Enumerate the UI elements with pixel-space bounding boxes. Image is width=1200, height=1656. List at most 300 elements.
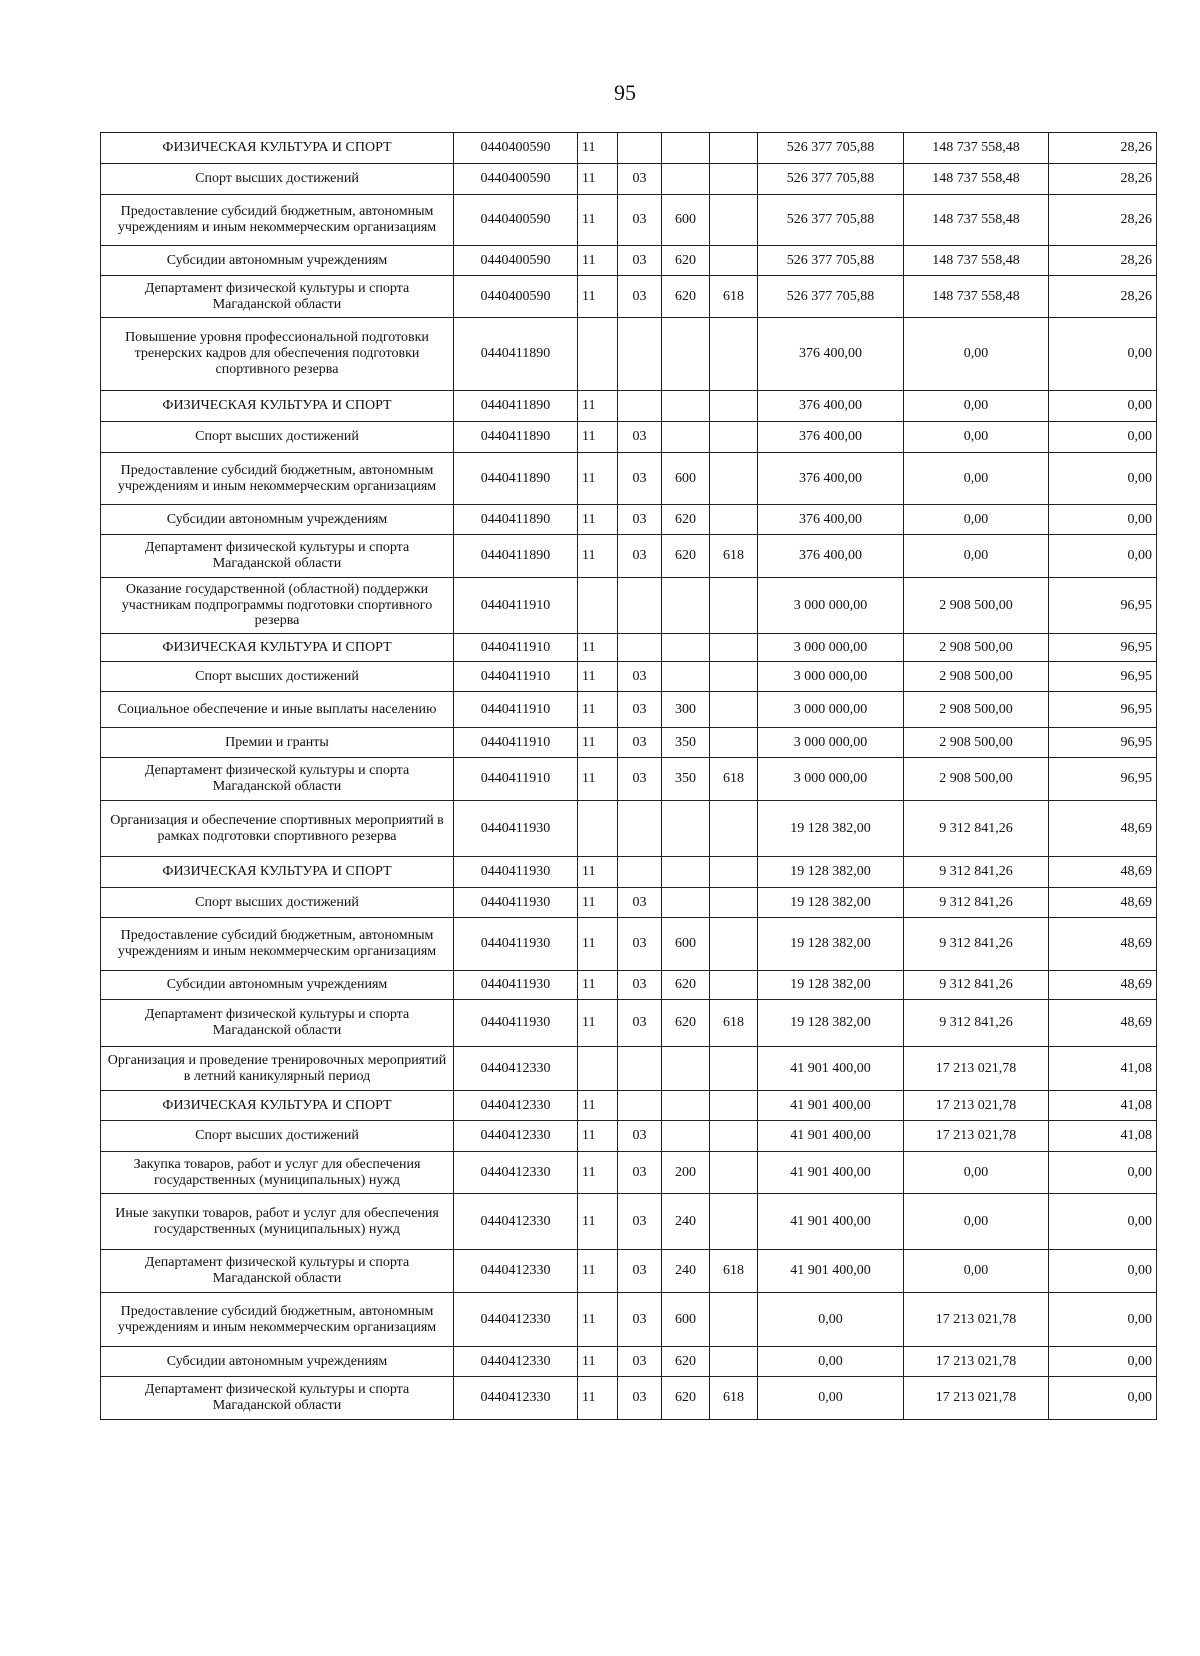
row-name: Повышение уровня профессиональной подготовки тренерских кадров для обеспечения подготовки спортивного резерва (101, 318, 454, 391)
section-code: 11 (578, 918, 618, 971)
target-article-code: 0440412330 (454, 1091, 578, 1121)
row-name: ФИЗИЧЕСКАЯ КУЛЬТУРА И СПОРТ (101, 634, 454, 662)
executed-amount: 0,00 (904, 318, 1049, 391)
section-code (578, 1047, 618, 1091)
budget-table (100, 132, 1157, 1420)
expense-type-code: 240 (662, 1194, 710, 1250)
table-row (101, 758, 1157, 801)
section-code: 11 (578, 505, 618, 535)
department-code (710, 1293, 758, 1347)
expense-type-code (662, 1091, 710, 1121)
table-row (101, 318, 1157, 391)
execution-percent: 0,00 (1049, 1194, 1157, 1250)
execution-percent: 28,26 (1049, 276, 1157, 318)
subsection-code: 03 (618, 1377, 662, 1420)
subsection-code (618, 857, 662, 888)
department-code (710, 801, 758, 857)
expense-type-code (662, 1121, 710, 1152)
executed-amount: 0,00 (904, 1194, 1049, 1250)
expense-type-code: 300 (662, 692, 710, 728)
subsection-code: 03 (618, 1250, 662, 1293)
planned-amount: 376 400,00 (758, 422, 904, 453)
table-row (101, 1347, 1157, 1377)
subsection-code: 03 (618, 453, 662, 505)
table-row (101, 453, 1157, 505)
executed-amount: 9 312 841,26 (904, 857, 1049, 888)
target-article-code: 0440412330 (454, 1121, 578, 1152)
department-code (710, 888, 758, 918)
execution-percent: 0,00 (1049, 453, 1157, 505)
subsection-code (618, 133, 662, 164)
subsection-code: 03 (618, 1121, 662, 1152)
planned-amount: 41 901 400,00 (758, 1152, 904, 1194)
execution-percent: 41,08 (1049, 1047, 1157, 1091)
department-code (710, 1121, 758, 1152)
execution-percent: 0,00 (1049, 1293, 1157, 1347)
target-article-code: 0440412330 (454, 1377, 578, 1420)
subsection-code (618, 1047, 662, 1091)
executed-amount: 2 908 500,00 (904, 692, 1049, 728)
row-name: ФИЗИЧЕСКАЯ КУЛЬТУРА И СПОРТ (101, 857, 454, 888)
subsection-code: 03 (618, 758, 662, 801)
expense-type-code (662, 888, 710, 918)
expense-type-code: 600 (662, 195, 710, 246)
row-name: Спорт высших достижений (101, 164, 454, 195)
department-code (710, 422, 758, 453)
executed-amount: 9 312 841,26 (904, 801, 1049, 857)
row-name: Социальное обеспечение и иные выплаты населению (101, 692, 454, 728)
execution-percent: 96,95 (1049, 692, 1157, 728)
executed-amount: 17 213 021,78 (904, 1293, 1049, 1347)
table-row (101, 391, 1157, 422)
subsection-code: 03 (618, 1194, 662, 1250)
planned-amount: 3 000 000,00 (758, 728, 904, 758)
subsection-code (618, 318, 662, 391)
section-code: 11 (578, 634, 618, 662)
executed-amount: 17 213 021,78 (904, 1377, 1049, 1420)
table-row (101, 1000, 1157, 1047)
row-name: Департамент физической культуры и спорта Магаданской области (101, 758, 454, 801)
department-code (710, 1347, 758, 1377)
table-row (101, 888, 1157, 918)
section-code (578, 318, 618, 391)
table-row (101, 133, 1157, 164)
subsection-code: 03 (618, 1000, 662, 1047)
planned-amount: 3 000 000,00 (758, 634, 904, 662)
department-code: 618 (710, 535, 758, 578)
planned-amount: 376 400,00 (758, 318, 904, 391)
expense-type-code (662, 857, 710, 888)
expense-type-code (662, 133, 710, 164)
planned-amount: 19 128 382,00 (758, 971, 904, 1000)
target-article-code: 0440412330 (454, 1047, 578, 1091)
department-code (710, 164, 758, 195)
target-article-code: 0440411930 (454, 888, 578, 918)
planned-amount: 526 377 705,88 (758, 276, 904, 318)
department-code (710, 578, 758, 634)
table-row (101, 1194, 1157, 1250)
department-code (710, 728, 758, 758)
table-row (101, 505, 1157, 535)
target-article-code: 0440400590 (454, 195, 578, 246)
target-article-code: 0440411890 (454, 535, 578, 578)
planned-amount: 0,00 (758, 1293, 904, 1347)
executed-amount: 17 213 021,78 (904, 1091, 1049, 1121)
section-code: 11 (578, 1152, 618, 1194)
section-code (578, 801, 618, 857)
department-code: 618 (710, 1377, 758, 1420)
execution-percent: 0,00 (1049, 1152, 1157, 1194)
section-code: 11 (578, 453, 618, 505)
expense-type-code: 350 (662, 728, 710, 758)
table-row (101, 1250, 1157, 1293)
department-code (710, 857, 758, 888)
department-code: 618 (710, 1000, 758, 1047)
executed-amount: 148 737 558,48 (904, 195, 1049, 246)
subsection-code (618, 801, 662, 857)
department-code (710, 133, 758, 164)
row-name: Спорт высших достижений (101, 888, 454, 918)
execution-percent: 48,69 (1049, 971, 1157, 1000)
target-article-code: 0440411910 (454, 758, 578, 801)
planned-amount: 41 901 400,00 (758, 1194, 904, 1250)
planned-amount: 41 901 400,00 (758, 1047, 904, 1091)
execution-percent: 0,00 (1049, 1347, 1157, 1377)
department-code (710, 1091, 758, 1121)
row-name: Субсидии автономным учреждениям (101, 505, 454, 535)
department-code (710, 453, 758, 505)
execution-percent: 0,00 (1049, 318, 1157, 391)
section-code: 11 (578, 888, 618, 918)
table-row (101, 728, 1157, 758)
target-article-code: 0440400590 (454, 164, 578, 195)
section-code: 11 (578, 728, 618, 758)
planned-amount: 526 377 705,88 (758, 246, 904, 276)
executed-amount: 2 908 500,00 (904, 578, 1049, 634)
executed-amount: 0,00 (904, 1152, 1049, 1194)
department-code (710, 391, 758, 422)
executed-amount: 148 737 558,48 (904, 246, 1049, 276)
section-code: 11 (578, 971, 618, 1000)
execution-percent: 0,00 (1049, 535, 1157, 578)
target-article-code: 0440400590 (454, 133, 578, 164)
execution-percent: 41,08 (1049, 1091, 1157, 1121)
expense-type-code: 620 (662, 1347, 710, 1377)
row-name: Предоставление субсидий бюджетным, автономным учреждениям и иным некоммерческим организациям (101, 1293, 454, 1347)
department-code (710, 1047, 758, 1091)
table-body (101, 133, 1157, 1420)
row-name: ФИЗИЧЕСКАЯ КУЛЬТУРА И СПОРТ (101, 133, 454, 164)
executed-amount: 0,00 (904, 505, 1049, 535)
expense-type-code (662, 164, 710, 195)
execution-percent: 28,26 (1049, 246, 1157, 276)
row-name: Департамент физической культуры и спорта Магаданской области (101, 535, 454, 578)
subsection-code: 03 (618, 246, 662, 276)
section-code: 11 (578, 1377, 618, 1420)
expense-type-code (662, 391, 710, 422)
target-article-code: 0440411930 (454, 1000, 578, 1047)
table-row (101, 246, 1157, 276)
department-code (710, 692, 758, 728)
row-name: Организация и проведение тренировочных мероприятий в летний каникулярный период (101, 1047, 454, 1091)
expense-type-code: 600 (662, 453, 710, 505)
section-code: 11 (578, 1091, 618, 1121)
row-name: Департамент физической культуры и спорта Магаданской области (101, 276, 454, 318)
row-name: Иные закупки товаров, работ и услуг для обеспечения государственных (муниципальных) нужд (101, 1194, 454, 1250)
department-code: 618 (710, 758, 758, 801)
table-row (101, 535, 1157, 578)
planned-amount: 19 128 382,00 (758, 857, 904, 888)
department-code (710, 662, 758, 692)
target-article-code: 0440412330 (454, 1293, 578, 1347)
table-row (101, 857, 1157, 888)
target-article-code: 0440411910 (454, 662, 578, 692)
execution-percent: 96,95 (1049, 634, 1157, 662)
section-code: 11 (578, 1000, 618, 1047)
table-row (101, 1047, 1157, 1091)
table-row (101, 971, 1157, 1000)
executed-amount: 17 213 021,78 (904, 1347, 1049, 1377)
expense-type-code: 350 (662, 758, 710, 801)
department-code (710, 195, 758, 246)
table-row (101, 164, 1157, 195)
section-code: 11 (578, 246, 618, 276)
executed-amount: 2 908 500,00 (904, 728, 1049, 758)
planned-amount: 376 400,00 (758, 391, 904, 422)
row-name: Оказание государственной (областной) поддержки участникам подпрограммы подготовки спортивного резерва (101, 578, 454, 634)
planned-amount: 3 000 000,00 (758, 578, 904, 634)
table-row (101, 1293, 1157, 1347)
row-name: Предоставление субсидий бюджетным, автономным учреждениям и иным некоммерческим организациям (101, 195, 454, 246)
subsection-code: 03 (618, 505, 662, 535)
executed-amount: 0,00 (904, 535, 1049, 578)
section-code: 11 (578, 535, 618, 578)
executed-amount: 2 908 500,00 (904, 634, 1049, 662)
row-name: Департамент физической культуры и спорта Магаданской области (101, 1250, 454, 1293)
planned-amount: 376 400,00 (758, 505, 904, 535)
row-name: Субсидии автономным учреждениям (101, 246, 454, 276)
table-row (101, 918, 1157, 971)
expense-type-code (662, 1047, 710, 1091)
department-code (710, 505, 758, 535)
execution-percent: 48,69 (1049, 1000, 1157, 1047)
section-code (578, 578, 618, 634)
table-row (101, 276, 1157, 318)
planned-amount: 3 000 000,00 (758, 758, 904, 801)
expense-type-code: 620 (662, 971, 710, 1000)
table-row (101, 662, 1157, 692)
planned-amount: 526 377 705,88 (758, 195, 904, 246)
subsection-code: 03 (618, 535, 662, 578)
target-article-code: 0440411890 (454, 391, 578, 422)
section-code: 11 (578, 133, 618, 164)
table-row (101, 1377, 1157, 1420)
execution-percent: 41,08 (1049, 1121, 1157, 1152)
planned-amount: 376 400,00 (758, 535, 904, 578)
section-code: 11 (578, 1121, 618, 1152)
planned-amount: 3 000 000,00 (758, 692, 904, 728)
executed-amount: 0,00 (904, 391, 1049, 422)
planned-amount: 376 400,00 (758, 453, 904, 505)
planned-amount: 0,00 (758, 1347, 904, 1377)
executed-amount: 9 312 841,26 (904, 971, 1049, 1000)
executed-amount: 17 213 021,78 (904, 1121, 1049, 1152)
subsection-code (618, 578, 662, 634)
planned-amount: 526 377 705,88 (758, 164, 904, 195)
expense-type-code: 620 (662, 1377, 710, 1420)
subsection-code: 03 (618, 195, 662, 246)
section-code: 11 (578, 758, 618, 801)
expense-type-code (662, 801, 710, 857)
row-name: Департамент физической культуры и спорта Магаданской области (101, 1000, 454, 1047)
row-name: Организация и обеспечение спортивных мероприятий в рамках подготовки спортивного резерва (101, 801, 454, 857)
row-name: Спорт высших достижений (101, 662, 454, 692)
section-code: 11 (578, 662, 618, 692)
executed-amount: 0,00 (904, 453, 1049, 505)
expense-type-code: 620 (662, 535, 710, 578)
subsection-code: 03 (618, 422, 662, 453)
department-code (710, 1152, 758, 1194)
expense-type-code: 200 (662, 1152, 710, 1194)
table-row (101, 1091, 1157, 1121)
target-article-code: 0440411930 (454, 971, 578, 1000)
target-article-code: 0440411890 (454, 422, 578, 453)
subsection-code: 03 (618, 662, 662, 692)
section-code: 11 (578, 276, 618, 318)
planned-amount: 19 128 382,00 (758, 888, 904, 918)
target-article-code: 0440411890 (454, 453, 578, 505)
department-code (710, 918, 758, 971)
expense-type-code (662, 578, 710, 634)
expense-type-code (662, 422, 710, 453)
target-article-code: 0440411890 (454, 318, 578, 391)
executed-amount: 0,00 (904, 422, 1049, 453)
execution-percent: 96,95 (1049, 578, 1157, 634)
executed-amount: 2 908 500,00 (904, 662, 1049, 692)
executed-amount: 2 908 500,00 (904, 758, 1049, 801)
table-row (101, 578, 1157, 634)
planned-amount: 0,00 (758, 1377, 904, 1420)
expense-type-code (662, 634, 710, 662)
expense-type-code: 620 (662, 505, 710, 535)
row-name: ФИЗИЧЕСКАЯ КУЛЬТУРА И СПОРТ (101, 391, 454, 422)
planned-amount: 3 000 000,00 (758, 662, 904, 692)
expense-type-code: 620 (662, 276, 710, 318)
expense-type-code (662, 318, 710, 391)
execution-percent: 96,95 (1049, 662, 1157, 692)
execution-percent: 28,26 (1049, 164, 1157, 195)
table-row (101, 634, 1157, 662)
target-article-code: 0440411930 (454, 918, 578, 971)
execution-percent: 28,26 (1049, 195, 1157, 246)
executed-amount: 0,00 (904, 1250, 1049, 1293)
planned-amount: 41 901 400,00 (758, 1250, 904, 1293)
execution-percent: 48,69 (1049, 801, 1157, 857)
target-article-code: 0440412330 (454, 1250, 578, 1293)
expense-type-code (662, 662, 710, 692)
execution-percent: 48,69 (1049, 888, 1157, 918)
row-name: Закупка товаров, работ и услуг для обеспечения государственных (муниципальных) нужд (101, 1152, 454, 1194)
target-article-code: 0440411910 (454, 578, 578, 634)
planned-amount: 19 128 382,00 (758, 1000, 904, 1047)
target-article-code: 0440400590 (454, 246, 578, 276)
row-name: Субсидии автономным учреждениям (101, 1347, 454, 1377)
execution-percent: 0,00 (1049, 1250, 1157, 1293)
target-article-code: 0440411910 (454, 692, 578, 728)
subsection-code: 03 (618, 1293, 662, 1347)
row-name: Предоставление субсидий бюджетным, автономным учреждениям и иным некоммерческим организациям (101, 918, 454, 971)
section-code: 11 (578, 1194, 618, 1250)
table-row (101, 1152, 1157, 1194)
execution-percent: 0,00 (1049, 505, 1157, 535)
section-code: 11 (578, 164, 618, 195)
expense-type-code: 620 (662, 1000, 710, 1047)
table-row (101, 801, 1157, 857)
department-code (710, 634, 758, 662)
table-row (101, 1121, 1157, 1152)
target-article-code: 0440411910 (454, 728, 578, 758)
table-row (101, 195, 1157, 246)
department-code (710, 1194, 758, 1250)
section-code: 11 (578, 195, 618, 246)
execution-percent: 96,95 (1049, 758, 1157, 801)
section-code: 11 (578, 692, 618, 728)
section-code: 11 (578, 857, 618, 888)
row-name: Субсидии автономным учреждениям (101, 971, 454, 1000)
execution-percent: 0,00 (1049, 1377, 1157, 1420)
section-code: 11 (578, 422, 618, 453)
executed-amount: 9 312 841,26 (904, 918, 1049, 971)
page-number: 95 (614, 80, 636, 105)
subsection-code (618, 634, 662, 662)
target-article-code: 0440411890 (454, 505, 578, 535)
planned-amount: 41 901 400,00 (758, 1121, 904, 1152)
executed-amount: 9 312 841,26 (904, 888, 1049, 918)
subsection-code: 03 (618, 1152, 662, 1194)
target-article-code: 0440412330 (454, 1347, 578, 1377)
department-code (710, 971, 758, 1000)
target-article-code: 0440412330 (454, 1194, 578, 1250)
row-name: Департамент физической культуры и спорта Магаданской области (101, 1377, 454, 1420)
executed-amount: 148 737 558,48 (904, 276, 1049, 318)
execution-percent: 96,95 (1049, 728, 1157, 758)
row-name: Предоставление субсидий бюджетным, автономным учреждениям и иным некоммерческим организациям (101, 453, 454, 505)
section-code: 11 (578, 1250, 618, 1293)
target-article-code: 0440400590 (454, 276, 578, 318)
section-code: 11 (578, 1293, 618, 1347)
execution-percent: 0,00 (1049, 422, 1157, 453)
execution-percent: 48,69 (1049, 918, 1157, 971)
executed-amount: 148 737 558,48 (904, 133, 1049, 164)
expense-type-code: 620 (662, 246, 710, 276)
section-code: 11 (578, 1347, 618, 1377)
planned-amount: 41 901 400,00 (758, 1091, 904, 1121)
expense-type-code: 600 (662, 918, 710, 971)
row-name: ФИЗИЧЕСКАЯ КУЛЬТУРА И СПОРТ (101, 1091, 454, 1121)
department-code: 618 (710, 1250, 758, 1293)
department-code: 618 (710, 276, 758, 318)
planned-amount: 526 377 705,88 (758, 133, 904, 164)
department-code (710, 318, 758, 391)
execution-percent: 0,00 (1049, 391, 1157, 422)
executed-amount: 17 213 021,78 (904, 1047, 1049, 1091)
planned-amount: 19 128 382,00 (758, 801, 904, 857)
target-article-code: 0440411930 (454, 857, 578, 888)
execution-percent: 28,26 (1049, 133, 1157, 164)
subsection-code (618, 1091, 662, 1121)
section-code: 11 (578, 391, 618, 422)
expense-type-code: 240 (662, 1250, 710, 1293)
